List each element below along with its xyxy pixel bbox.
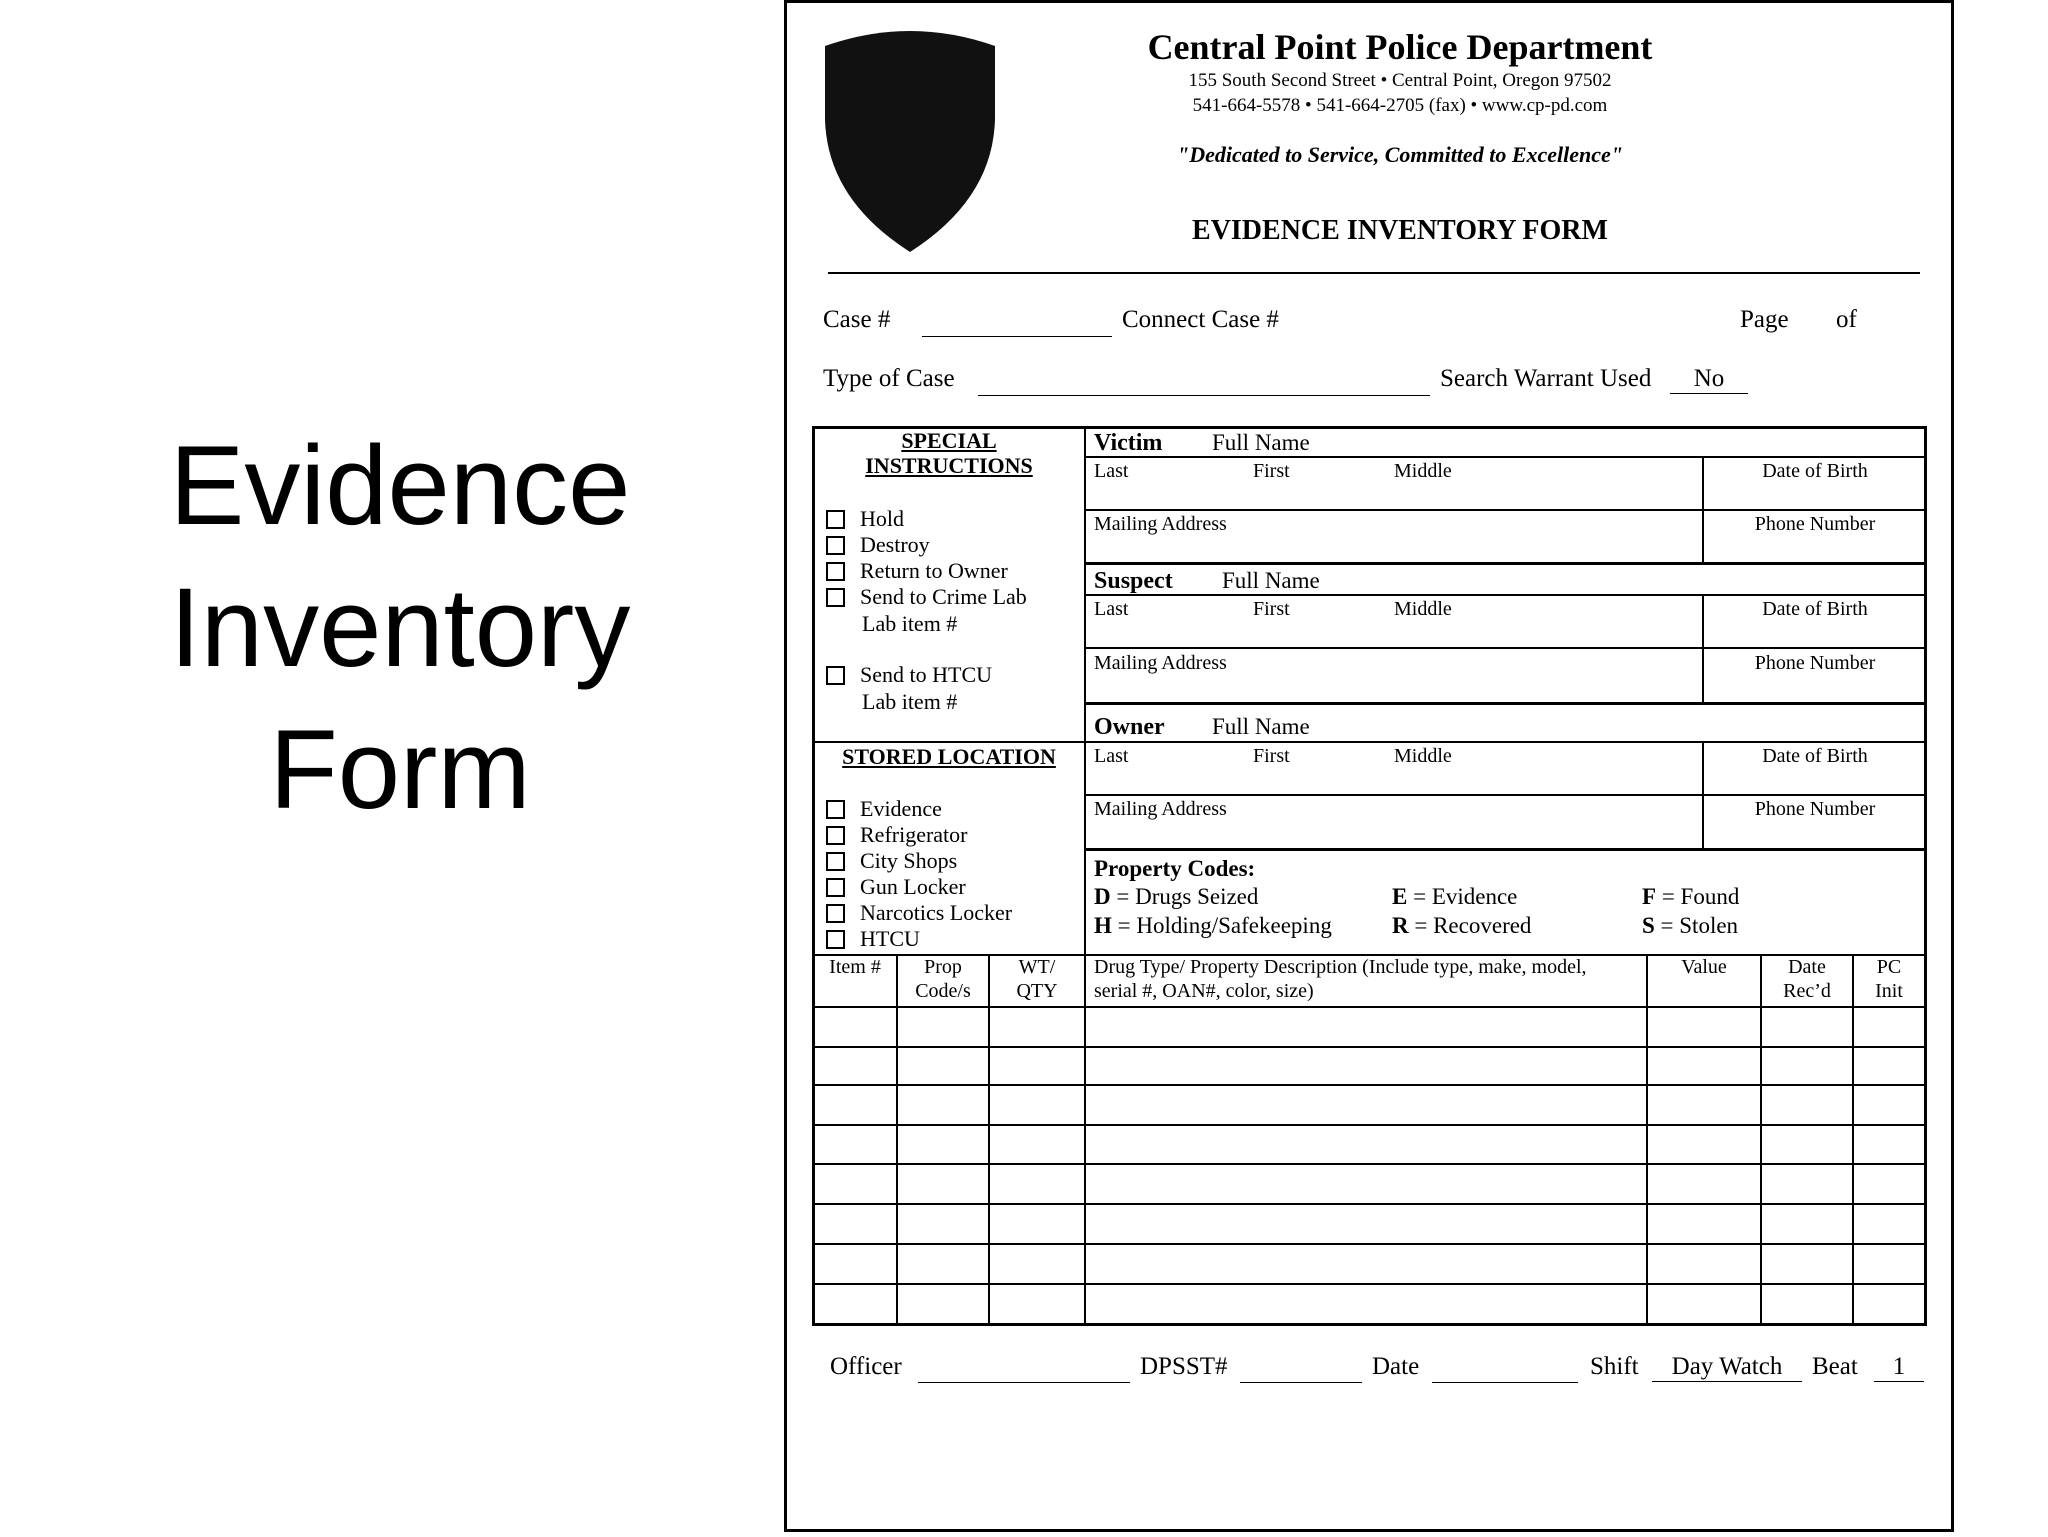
header-divider: [828, 272, 1920, 274]
victim-label: Victim: [1094, 430, 1163, 456]
victim-mailing-label: Mailing Address: [1094, 513, 1227, 535]
crime-lab-checkbox[interactable]: [826, 588, 845, 607]
search-warrant-value[interactable]: No: [1670, 365, 1748, 394]
destroy-label: Destroy: [860, 532, 930, 557]
victim-phone-label: Phone Number: [1754, 513, 1876, 535]
narcotics-locker-checkbox[interactable]: [826, 904, 845, 923]
department-name: Central Point Police Department: [1147, 27, 1653, 67]
col-prop-header-1: Prop: [924, 956, 962, 978]
dpsst-label: DPSST#: [1140, 1353, 1228, 1380]
suspect-name-line: [1084, 647, 1926, 649]
suspect-first-label: First: [1253, 598, 1290, 620]
shift-value[interactable]: Day Watch: [1652, 1353, 1802, 1382]
code-e: E: [1392, 884, 1408, 909]
suspect-middle-label: Middle: [1394, 598, 1452, 620]
special-heading-1: SPECIAL: [901, 428, 997, 453]
code-stolen: [1642, 913, 1738, 939]
suspect-mailing-label: Mailing Address: [1094, 652, 1227, 674]
lab-item-label-2: Lab item #: [862, 689, 958, 714]
table-row-line: [812, 1163, 1926, 1165]
code-evidence: [1392, 884, 1517, 910]
table-row-line: [812, 1203, 1926, 1205]
owner-phone-label: Phone Number: [1754, 798, 1876, 820]
code-f-text: = Found: [1661, 884, 1740, 909]
lab-item-label-1: Lab item #: [862, 611, 958, 636]
code-drugs: [1094, 884, 1258, 910]
owner-first-label: First: [1253, 745, 1290, 767]
col-wt-header-2: QTY: [1016, 980, 1058, 1002]
col-divider-4: [1646, 954, 1648, 1324]
col-item-header: Item #: [829, 956, 881, 978]
officer-label: Officer: [830, 1353, 902, 1380]
suspect-bottom-line: [1084, 702, 1926, 705]
officer-field[interactable]: [918, 1382, 1130, 1383]
department-motto: "Dedicated to Service, Committed to Excellence": [1177, 142, 1623, 167]
slide-title-line-2: Inventory: [169, 565, 631, 690]
code-d-text: = Drugs Seized: [1116, 884, 1259, 909]
table-left-border: [812, 426, 815, 1326]
destroy-checkbox[interactable]: [826, 536, 845, 555]
code-recovered: [1392, 913, 1531, 939]
col-wt-header-1: WT/: [1018, 956, 1056, 978]
victim-bottom-line: [1084, 562, 1926, 565]
beat-value[interactable]: 1: [1874, 1353, 1924, 1382]
col-divider-1: [896, 954, 898, 1324]
type-of-case-field[interactable]: [978, 395, 1430, 396]
stored-heading: STORED LOCATION: [842, 744, 1056, 769]
col-pc-header-1: PC: [1876, 956, 1902, 978]
date-field[interactable]: [1432, 1382, 1578, 1383]
code-found: [1642, 884, 1739, 910]
connect-case-label: Connect Case #: [1122, 306, 1279, 333]
suspect-phone-label: Phone Number: [1754, 652, 1876, 674]
victim-dob-label: Date of Birth: [1762, 460, 1868, 482]
col-pc-header-2: Init: [1875, 980, 1903, 1002]
table-row-line: [812, 1124, 1926, 1126]
suspect-last-label: Last: [1094, 598, 1129, 620]
victim-middle-label: Middle: [1394, 460, 1452, 482]
htcu-checkbox[interactable]: [826, 666, 845, 685]
owner-mailing-label: Mailing Address: [1094, 798, 1227, 820]
crime-lab-label: Send to Crime Lab: [860, 584, 1027, 609]
stored-narcotics-label: Narcotics Locker: [860, 900, 1013, 925]
dpsst-field[interactable]: [1240, 1382, 1362, 1383]
table-right-border: [1924, 426, 1927, 1326]
col-divider-3: [1084, 954, 1086, 1324]
owner-last-label: Last: [1094, 745, 1129, 767]
page-of-label: of: [1836, 306, 1857, 333]
code-r-text: = Recovered: [1414, 913, 1532, 938]
col-prop-header-2: Code/s: [915, 980, 971, 1002]
police-badge-icon: [815, 24, 1005, 254]
page-label: Page: [1740, 306, 1789, 333]
code-d: D: [1094, 884, 1111, 909]
owner-name-line: [1084, 794, 1926, 796]
suspect-dob-label: Date of Birth: [1762, 598, 1868, 620]
return-checkbox[interactable]: [826, 562, 845, 581]
code-holding: [1094, 913, 1332, 939]
slide-title: [80, 415, 720, 841]
gun-locker-checkbox[interactable]: [826, 878, 845, 897]
code-s: S: [1642, 913, 1655, 938]
beat-label: Beat: [1812, 1353, 1858, 1380]
case-number-field[interactable]: [922, 336, 1112, 337]
upper-left-divider: [1084, 426, 1086, 954]
col-date-header-2: Rec’d: [1783, 980, 1831, 1002]
victim-name-line: [1084, 509, 1926, 511]
owner-full-name-label: Full Name: [1212, 714, 1310, 739]
victim-header-line: [1084, 456, 1926, 458]
owner-label: Owner: [1094, 714, 1165, 740]
table-row-line: [812, 1084, 1926, 1086]
date-label: Date: [1372, 1353, 1420, 1380]
city-shops-checkbox[interactable]: [826, 852, 845, 871]
shift-label: Shift: [1590, 1353, 1639, 1380]
owner-header-line: [1084, 741, 1926, 743]
table-row-line: [812, 1006, 1926, 1008]
htcu-location-checkbox[interactable]: [826, 930, 845, 949]
victim-full-name-label: Full Name: [1212, 430, 1310, 455]
search-warrant-label: Search Warrant Used: [1440, 365, 1652, 392]
code-f: F: [1642, 884, 1657, 909]
hold-checkbox[interactable]: [826, 510, 845, 529]
owner-middle-label: Middle: [1394, 745, 1452, 767]
property-codes-heading: Property Codes:: [1094, 856, 1256, 881]
code-h: H: [1094, 913, 1112, 938]
department-address: 155 South Second Street • Central Point, Oregon 97502: [1188, 70, 1612, 91]
stored-refrigerator-label: Refrigerator: [860, 822, 968, 847]
special-stored-divider: [812, 741, 1086, 743]
table-row-line: [812, 1283, 1926, 1285]
department-contact: 541-664-5578 • 541-664-2705 (fax) • www.cp-pd.com: [1192, 95, 1608, 116]
return-label: Return to Owner: [860, 558, 1008, 583]
suspect-label: Suspect: [1094, 568, 1173, 594]
table-row-line: [812, 1046, 1926, 1048]
col-desc-header-2: serial #, OAN#, color, size): [1094, 980, 1314, 1002]
stored-city-shops-label: City Shops: [860, 848, 958, 873]
victim-first-label: First: [1253, 460, 1290, 482]
col-divider-2: [988, 954, 990, 1324]
suspect-full-name-label: Full Name: [1222, 568, 1320, 593]
htcu-label: Send to HTCU: [860, 662, 992, 687]
col-divider-6: [1852, 954, 1854, 1324]
slide-title-line-3: Form: [269, 707, 531, 832]
col-desc-header-1: Drug Type/ Property Description (Include type, make, model,: [1094, 956, 1587, 978]
type-of-case-label: Type of Case: [823, 365, 955, 392]
stored-htcu-label: HTCU: [860, 926, 920, 951]
col-divider-5: [1760, 954, 1762, 1324]
case-number-label: Case #: [823, 306, 891, 333]
refrigerator-checkbox[interactable]: [826, 826, 845, 845]
owner-dob-label: Date of Birth: [1762, 745, 1868, 767]
stored-gun-locker-label: Gun Locker: [860, 874, 966, 899]
code-e-text: = Evidence: [1413, 884, 1518, 909]
suspect-header-line: [1084, 594, 1926, 596]
table-row-line: [812, 1243, 1926, 1245]
col-date-header-1: Date: [1788, 956, 1826, 978]
code-r: R: [1392, 913, 1409, 938]
form-title: EVIDENCE INVENTORY FORM: [1192, 215, 1608, 246]
slide-title-line-1: Evidence: [169, 423, 631, 548]
hold-label: Hold: [860, 506, 904, 531]
victim-last-label: Last: [1094, 460, 1129, 482]
stored-evidence-label: Evidence: [860, 796, 942, 821]
code-h-text: = Holding/Safekeeping: [1117, 913, 1332, 938]
code-s-text: = Stolen: [1660, 913, 1739, 938]
special-heading-2: INSTRUCTIONS: [865, 453, 1033, 478]
owner-bottom-line: [1084, 848, 1926, 851]
col-value-header: Value: [1681, 956, 1727, 978]
evidence-checkbox[interactable]: [826, 800, 845, 819]
